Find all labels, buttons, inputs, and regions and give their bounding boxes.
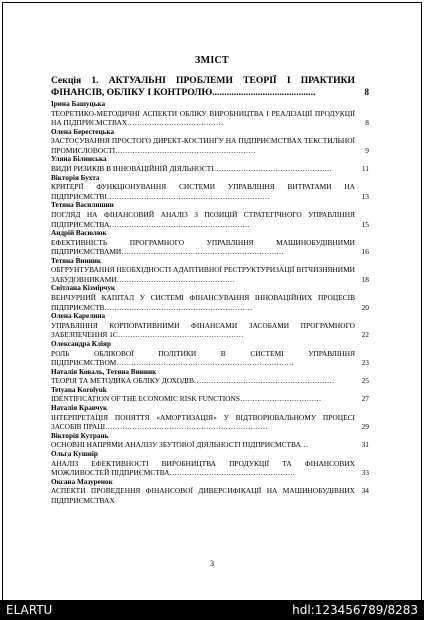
document-page — [2, 2, 422, 602]
entry-author: Вікторія Бухта — [51, 173, 100, 182]
entry-author: Ірина Башуцька — [51, 100, 106, 108]
toc-entry[interactable] — [51, 404, 369, 432]
toc-entry[interactable] — [51, 174, 369, 202]
entry-page-number: 31 — [361, 440, 369, 450]
toc-entry[interactable] — [51, 100, 369, 128]
toc-entry[interactable] — [51, 450, 369, 478]
entry-page-number: 8 — [365, 118, 369, 128]
entry-author: Оксана Мазуренок — [51, 477, 113, 486]
toc-entry[interactable] — [51, 432, 369, 450]
toc-entry[interactable] — [51, 201, 369, 229]
entry-page-number: 34 — [361, 486, 369, 496]
entry-page-number: 13 — [361, 191, 369, 201]
repository-name: ELARTU — [6, 603, 53, 617]
handle-identifier[interactable]: hdl:123456789/8283 — [292, 603, 418, 617]
entry-title: УПРАВЛІННЯ КОРПОРАТИВНИМИ ФІНАНСАМИ ЗАСОБАМИ ПРОГРАМНОГО ЗАБЕЗПЕЧЕННЯ 1С…………………………………………… — [51, 320, 355, 340]
entry-page-number: 29 — [361, 422, 369, 432]
entry-title: АСПЕКТИ ПРОВЕДЕННЯ ФІНАНСОВОЇ ДИВЕРСИФІКАЦІЇ НА МАШИНОБУДІВНИХ ПІДПРИЄМСТВАХ — [51, 486, 355, 505]
entry-author: Ольга Кушнір — [51, 449, 98, 458]
entry-title: АНАЛІЗ ЕФЕКТИВНОСТІ ВИРОБНИЦТВА ПРОДУКЦІЇ ТА ФІНАНСОВИХ МОЖЛИВОСТЕЙ ПІДПРИЄМСТВА…………………………………………… — [51, 458, 355, 478]
entry-title: ЗАСТОСУВАННЯ ПРОСТОГО ДИРЕКТ-КОСТИНГУ НА ПІДПРИЄМСТВАХ ТЕКСТИЛЬНОЇ ПРОМИСЛОВОСТІ………………………………………………… — [51, 136, 355, 155]
entry-title: ОБГРУНТУВАННЯ НЕОБХІДНОСТІ АДАПТИВНОЇ РЕСТРУКТУРИЗАЦІЇ ВІТЧИЗНЯНИМИ ЗАБУДОВНИКАМИ………………………………………… — [51, 265, 355, 284]
entry-author: Олена Берестецька — [51, 127, 115, 136]
table-of-contents — [51, 75, 369, 505]
entry-author: Наталія Коваль, Тетяна Винник — [51, 367, 157, 376]
entry-author: Вікторія Кутрань — [51, 431, 109, 440]
entry-title: ОСНОВНІ НАПРЯМИ АНАЛІЗУ ЗБУТОВОЇ ДІЯЛЬНОСТІ ПІДПРИЄМСТВА… — [51, 440, 309, 450]
entry-author: Тетяна Василишин — [51, 201, 114, 210]
entry-title: ТЕОРІЯ ТА МЕТОДИКА ОБЛІКУ ДОХОДІВ………………………………………………… — [51, 376, 335, 386]
entry-page-number: 9 — [365, 145, 369, 155]
toc-entry[interactable] — [51, 155, 369, 173]
entry-page-number: 33 — [361, 468, 369, 478]
entry-page-number: 11 — [361, 164, 369, 174]
entry-page-number: 18 — [361, 274, 369, 284]
entry-page-number: 27 — [361, 394, 369, 404]
section-page-number: 8 — [364, 86, 369, 97]
entry-title: IDENTIFICATION OF THE ECONOMIC RISK FUNCTIONS…………………………… — [51, 394, 322, 404]
toc-entry[interactable] — [51, 368, 369, 386]
entry-title: КРИТЕРІЇ ФУНКЦІОНУВАННЯ СИСТЕМИ УПРАВЛІННЯ ВИТРАТАМИ НА ПІДПРИЄМСТВІ………………………………………………………… — [51, 182, 355, 201]
entry-author: Уляна Білинська — [51, 155, 107, 164]
toc-entry[interactable] — [51, 229, 369, 257]
entry-title: ТЕОРЕТИКО-МЕТОДИЧНІ АСПЕКТИ ОБЛІКУ ВИРОБНИЦТВА І РЕАЛІЗАЦІЇ ПРОДУКЦІЇ НА ПІДПРИЄМСТВАХ………………………………… — [51, 108, 355, 128]
page-number: 3 — [210, 559, 214, 568]
section-heading-text: Секція 1. АКТУАЛЬНІ ПРОБЛЕМИ ТЕОРІЇ І ПРАКТИКИ ФІНАНСІВ, ОБЛІКУ І КОНТРОЛЮ........................................... — [51, 75, 355, 98]
entry-page-number: 20 — [361, 302, 369, 312]
entry-page-number: 25 — [361, 376, 369, 386]
entry-author: Наталія Кравчук — [51, 403, 108, 412]
toc-entry[interactable] — [51, 257, 369, 285]
toc-entry[interactable] — [51, 312, 369, 340]
entry-title: ПОГЛЯД НА ФІНАНСОВИЙ АНАЛІЗ З ПОЗИЦІЙ СТРАТЕГІЧНОГО УПРАВЛІННЯ ПІДПРИЄМСТВА………………………………………………… — [51, 210, 355, 229]
entry-author: Світлана Кізмірчук — [51, 284, 116, 293]
entry-title: ЕФЕКТИВНІСТЬ ПРОГРАМНОГО УПРАВЛІННЯ МАШИНОБУДІВНИМИ ПІДПРИЄМСТВАМИ………………………………………………………… — [51, 237, 355, 257]
toc-title: ЗМІСТ — [195, 55, 229, 66]
footer-bar — [0, 600, 424, 620]
entry-page-number: 23 — [361, 358, 369, 368]
entry-page-number: 15 — [361, 219, 369, 229]
entry-author: Tetyana Korolyuk — [51, 385, 107, 394]
entry-page-number: 16 — [361, 247, 369, 257]
entry-page-number: 22 — [361, 330, 369, 340]
entry-author: Олександра Кліяр — [51, 339, 111, 348]
entry-title: ВЕНЧУРНИЙ КАПІТАЛ У СИСТЕМІ ФІНАНСУВАННЯ ІННОВАЦІЙНИХ ПРОЦЕСІВ ПІДПРИЄМСТВ…………………………………………………… — [51, 293, 355, 312]
toc-entry[interactable] — [51, 478, 369, 506]
toc-entry[interactable] — [51, 340, 369, 368]
entry-author: Олена Карелина — [51, 312, 106, 321]
toc-entry[interactable] — [51, 128, 369, 156]
entry-title: ВИДИ РИЗИКІВ В ІННОВАЦІЙНІЙ ДІЯЛЬНОСТІ………………………………………… — [51, 164, 332, 174]
entry-title: ІНТЕРПРЕТАЦІЯ ПОНЯТТЯ «АМОРТИЗАЦІЯ» У ВІДТВОРЮВАЛЬНОМУ ПРОЦЕСІ ЗАСОБІВ ПРАЦІ………………………………………………………… — [51, 412, 355, 432]
toc-entry[interactable] — [51, 284, 369, 312]
toc-entry[interactable] — [51, 386, 369, 404]
section-heading — [51, 75, 369, 98]
entry-title: РОЛЬ ОБЛІКОВОЇ ПОЛІТИКИ В СИСТЕМІ УПРАВЛІННЯ ПІДПРИЄМСТВОМ……………………………………………………………… — [51, 348, 355, 368]
entry-author: Тетяна Винник — [51, 256, 102, 265]
entry-author: Андрій Васюлюк — [51, 229, 107, 238]
